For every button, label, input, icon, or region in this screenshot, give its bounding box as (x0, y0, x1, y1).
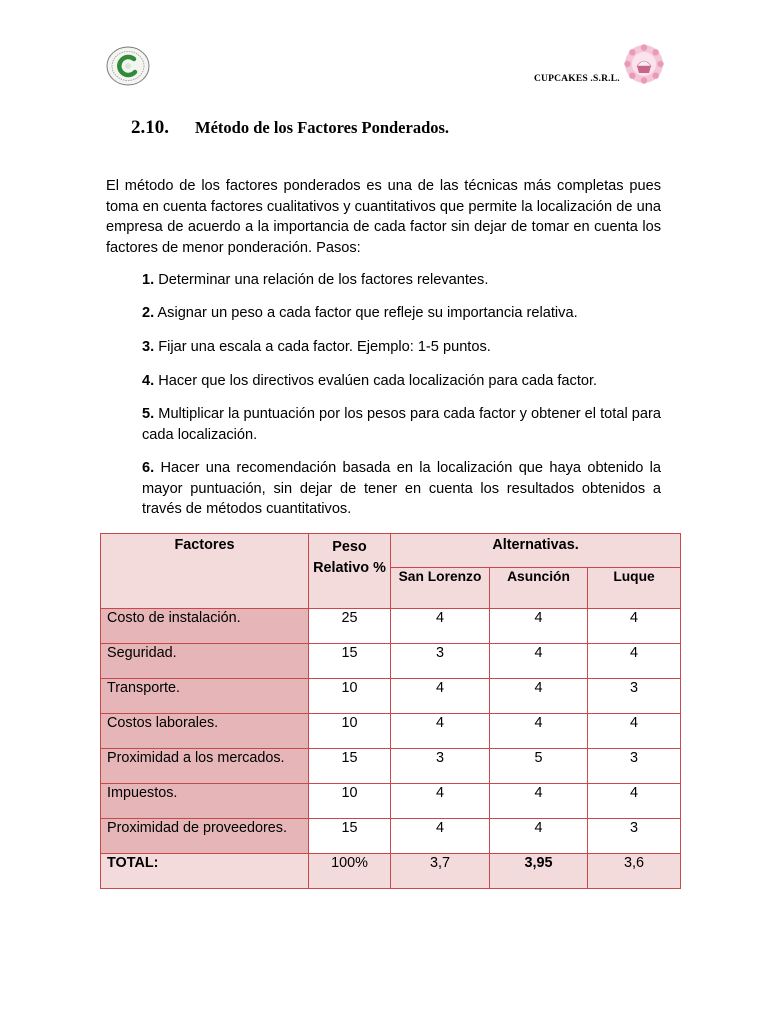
step-5 (142, 404, 661, 445)
step-number: 5. (142, 406, 155, 422)
weight-cell: 10 (309, 784, 391, 819)
step-text: Fijar una escala a cada factor. Ejemplo: 1-5 puntos. (158, 339, 491, 355)
weight-cell: 10 (309, 714, 391, 749)
weight-cell: 15 (309, 749, 391, 784)
factor-cell: Costo de instalación. (101, 609, 309, 644)
table-row (101, 609, 681, 644)
table-row (101, 784, 681, 819)
header-weight: Peso Relativo % (309, 534, 391, 609)
san-lorenzo-cell: 3 (391, 644, 490, 679)
factor-cell: Impuestos. (101, 784, 309, 819)
factor-cell: Costos laborales. (101, 714, 309, 749)
san-lorenzo-cell: 4 (391, 679, 490, 714)
weighted-factors-table (100, 533, 681, 889)
step-number: 6. (142, 460, 155, 476)
asuncion-cell: 4 (490, 644, 588, 679)
step-6 (142, 458, 661, 520)
step-text: Asignar un peso a cada factor que refleje su importancia relativa. (157, 305, 578, 321)
table-row (101, 819, 681, 854)
header-luque: Luque (588, 568, 681, 609)
table-row (101, 679, 681, 714)
step-4 (142, 371, 661, 392)
cupcake-logo-icon (624, 44, 664, 84)
total-label: TOTAL: (101, 854, 309, 889)
luque-cell: 4 (588, 644, 681, 679)
weight-cell: 25 (309, 609, 391, 644)
weight-cell: 15 (309, 819, 391, 854)
table-row (101, 644, 681, 679)
luque-cell: 4 (588, 609, 681, 644)
header-alternatives: Alternativas. (391, 534, 681, 568)
university-seal-icon (106, 46, 150, 86)
step-2 (142, 303, 661, 324)
asuncion-cell: 4 (490, 819, 588, 854)
weight-cell: 15 (309, 644, 391, 679)
table-row (101, 749, 681, 784)
step-text: Hacer una recomendación basada en la localización que haya obtenido la mayor puntuación, sin dejar de tener en cuenta los resultados obtenidos a través de métodos cuantitativos. (142, 460, 661, 517)
section-title: Método de los Factores Ponderados. (195, 118, 450, 137)
section-heading (131, 117, 449, 139)
company-name: CUPCAKES .S.R.L. (534, 74, 620, 84)
asuncion-cell: 4 (490, 679, 588, 714)
total-asuncion: 3,95 (490, 854, 588, 889)
factor-cell: Proximidad a los mercados. (101, 749, 309, 784)
factor-cell: Proximidad de proveedores. (101, 819, 309, 854)
san-lorenzo-cell: 4 (391, 714, 490, 749)
factor-cell: Seguridad. (101, 644, 309, 679)
factor-cell: Transporte. (101, 679, 309, 714)
luque-cell: 4 (588, 714, 681, 749)
san-lorenzo-cell: 4 (391, 609, 490, 644)
luque-cell: 4 (588, 784, 681, 819)
total-row (101, 854, 681, 889)
san-lorenzo-cell: 4 (391, 819, 490, 854)
section-number: 2.10. (131, 117, 169, 138)
table-row (101, 714, 681, 749)
luque-cell: 3 (588, 679, 681, 714)
total-san-lorenzo: 3,7 (391, 854, 490, 889)
step-number: 1. (142, 272, 155, 288)
header-asuncion: Asunción (490, 568, 588, 609)
asuncion-cell: 4 (490, 714, 588, 749)
luque-cell: 3 (588, 819, 681, 854)
step-number: 3. (142, 339, 155, 355)
intro-paragraph: El método de los factores ponderados es una de las técnicas más completas pues toma en cuenta factores cualitativos y cuantitativos que permite la localización de una empresa de acuerdo a la importancia de cada factor sin dejar de tomar en cuenta los factores de menor ponderación. Pasos: (106, 178, 661, 256)
luque-cell: 3 (588, 749, 681, 784)
header-factors: Factores (101, 534, 309, 609)
step-1 (142, 270, 661, 291)
step-number: 4. (142, 373, 155, 389)
weight-cell: 10 (309, 679, 391, 714)
step-text: Multiplicar la puntuación por los pesos para cada factor y obtener el total para cada localización. (142, 406, 661, 443)
header-san-lorenzo: San Lorenzo (391, 568, 490, 609)
step-number: 2. (142, 305, 155, 321)
step-text: Hacer que los directivos evalúen cada localización para cada factor. (158, 373, 598, 389)
total-weight: 100% (309, 854, 391, 889)
total-luque: 3,6 (588, 854, 681, 889)
step-text: Determinar una relación de los factores relevantes. (158, 272, 489, 288)
asuncion-cell: 4 (490, 609, 588, 644)
san-lorenzo-cell: 4 (391, 784, 490, 819)
step-3 (142, 337, 661, 358)
asuncion-cell: 4 (490, 784, 588, 819)
san-lorenzo-cell: 3 (391, 749, 490, 784)
asuncion-cell: 5 (490, 749, 588, 784)
